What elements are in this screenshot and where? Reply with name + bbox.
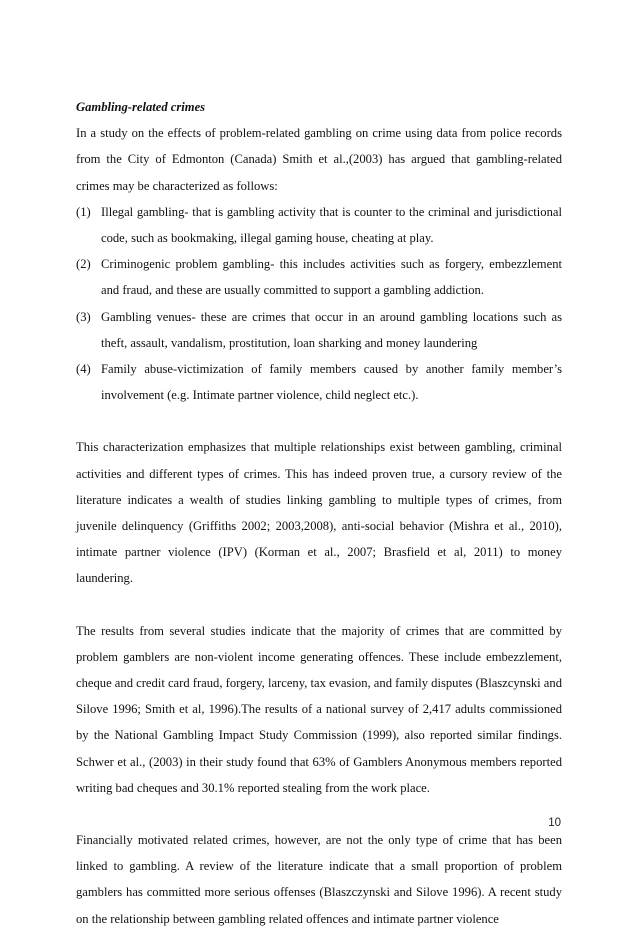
intro-paragraph: In a study on the effects of problem-related gambling on crime using data from police records from the City of Edmonton (Canada) Smith et al.,(2003) has argued that gambling-related crimes may be characterized as follows: <box>76 126 562 193</box>
list-item-text: Criminogenic problem gambling- this includes activities such as forgery, embezzlement and fraud, and these are usually committed to support a gambling addiction. <box>101 257 562 298</box>
list-item-number: (4) <box>76 362 91 377</box>
list-item-text: Gambling venues- these are crimes that occur in an around gambling locations such as theft, assault, vandalism, prostitution, loan sharking and money laundering <box>101 309 562 350</box>
body-paragraph: This characterization emphasizes that multiple relationships exist between gambling, criminal activities and different types of crimes. This has indeed proven true, a cursory review of the literature indicates a wealth of studies linking gambling to multiple types of crimes, from juvenile delinquency (Griffiths 2002; 2003,2008), anti-social behavior (Mishra et al., 2010), intimate partner violence (IPV) (Korman et al., 2007; Brasfield et al, 2011) to money laundering. <box>76 440 562 586</box>
list-item-number: (2) <box>76 257 91 272</box>
list-item <box>76 251 562 303</box>
list-item-text: Family abuse-victimization of family members caused by another family member’s involvement (e.g. Intimate partner violence, child neglect etc.). <box>101 362 562 403</box>
list-item-text: Illegal gambling- that is gambling activity that is counter to the criminal and jurisdictional code, such as bookmaking, illegal gaming house, cheating at play. <box>101 204 562 246</box>
list-item-number: (1) <box>76 204 91 219</box>
body-paragraph: The results from several studies indicate that the majority of crimes that are committed by problem gamblers are non-violent income generating offences. These include embezzlement, cheque and credit card fraud, forgery, larceny, tax evasion, and family disputes (Blaszcynski and Silove 1996; Smith et al, 1996).The results of a national survey of 2,417 adults commissioned by the National Gambling Impact Study Commission (1999), also reported similar findings. Schwer et al., (2003) in their study found that 63% of Gamblers Anonymous members reported writing bad cheques and 30.1% reported stealing from the work place. <box>76 623 562 795</box>
list-item <box>76 356 562 408</box>
list-item <box>76 304 562 356</box>
page-number: 10 <box>548 817 561 829</box>
body-paragraph: Financially motivated related crimes, however, are not the only type of crime that has been linked to gambling. A review of the literature indicate that a small proportion of problem gamblers has committed more serious offenses (Blaszczynski and Silove 1996). A recent study on the relationship between gambling related offences and intimate partner violence <box>76 833 562 926</box>
crime-types-list <box>76 199 562 409</box>
list-item <box>76 199 562 251</box>
section-heading: Gambling-related crimes <box>76 100 206 114</box>
document-body <box>76 94 562 932</box>
list-item-number: (3) <box>76 309 91 324</box>
